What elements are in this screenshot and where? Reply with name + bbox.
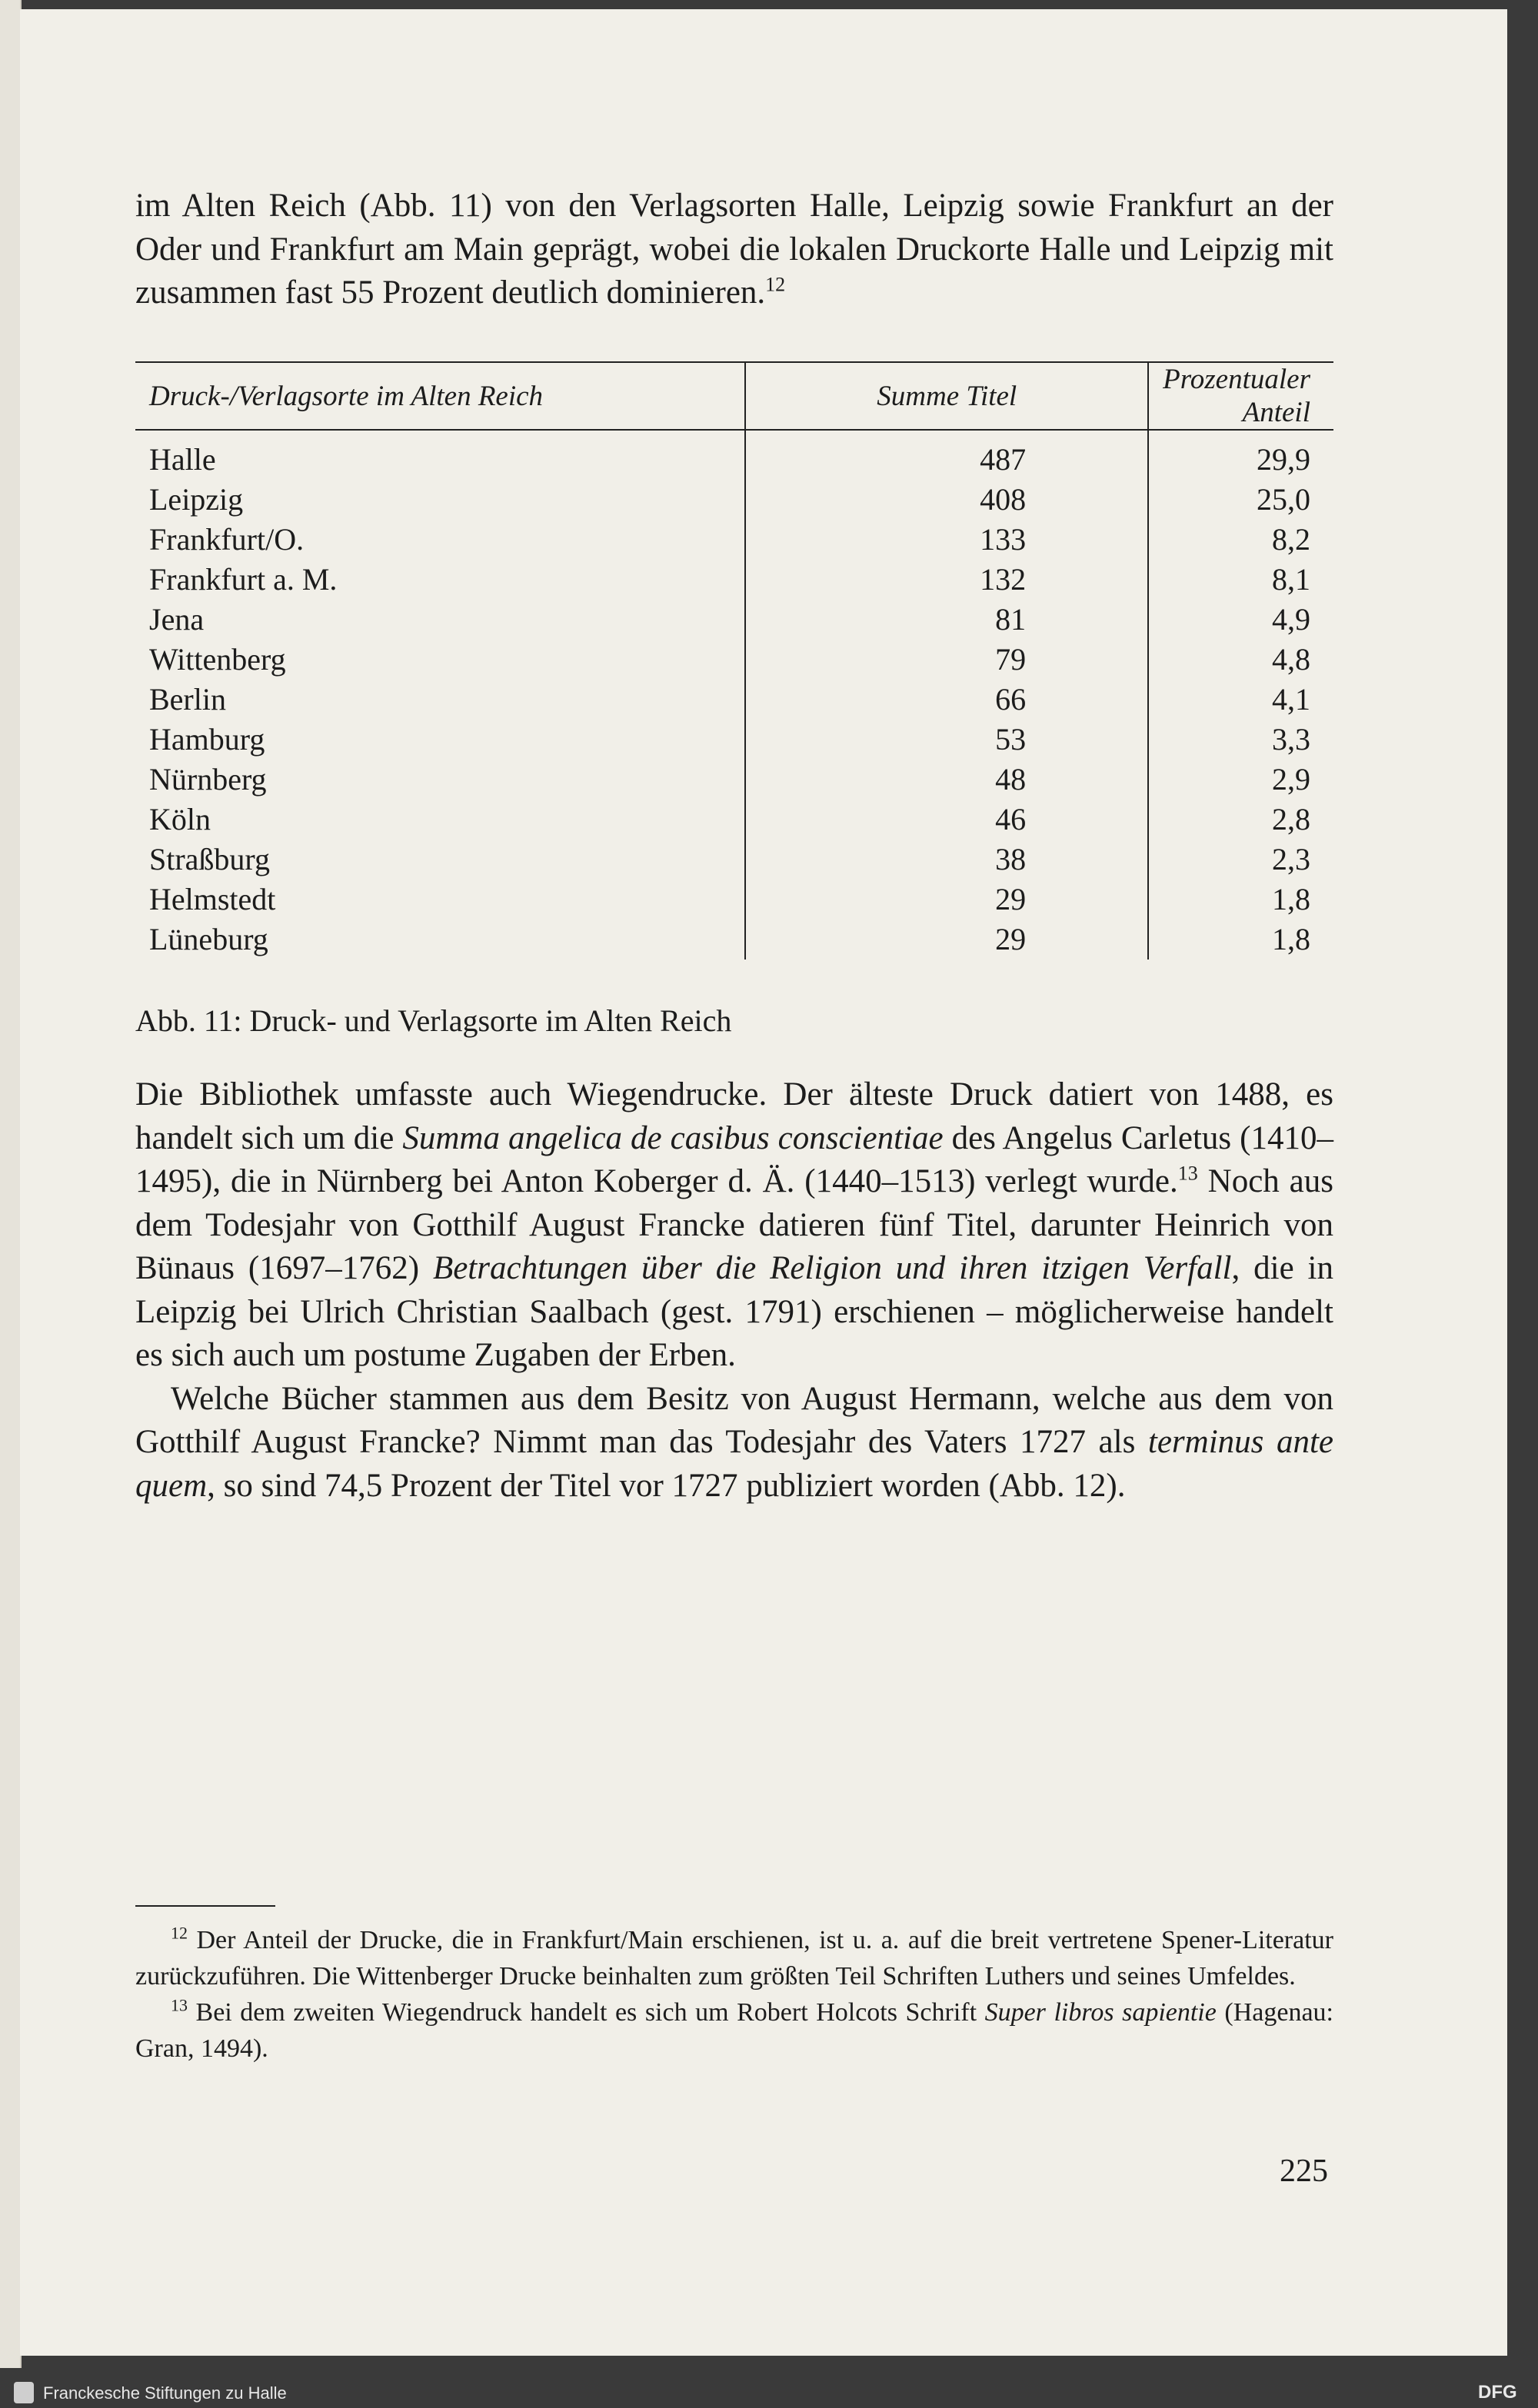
footer-dfg-logo: DFG (1478, 2382, 1517, 2403)
place-cell: Frankfurt a. M. (149, 562, 338, 597)
table-row (135, 600, 1333, 640)
sum-cell: 133 (745, 520, 1148, 560)
percent-cell: 1,8 (1148, 880, 1333, 920)
sum-cell: 48 (745, 760, 1148, 800)
percent-cell: 2,8 (1148, 800, 1333, 840)
table-row (135, 800, 1333, 840)
title-betrachtungen: Betrachtungen über die Religion und ihren itzigen Verfall (432, 1250, 1232, 1286)
table-row (135, 920, 1333, 960)
place-cell: Wittenberg (149, 642, 286, 677)
paragraph-bibliothek (135, 1073, 1333, 1378)
footnote-text: Der Anteil der Drucke, die in Frankfurt/Main erschienen, ist u. a. auf die breit vertretene Spener-Literatur zurückzuführen. Die Wittenberger Drucke beinhalten zum größten Teil Schriften Luthers und seines Umfeldes. (135, 1926, 1333, 1991)
term-terminus-ante-quem: terminus ante quem (135, 1424, 1333, 1504)
table-row (135, 560, 1333, 600)
percent-cell: 4,8 (1148, 640, 1333, 680)
place-cell: Hamburg (149, 722, 265, 757)
footnote-text: Bei dem zweiten Wiegendruck handelt es sich um Robert Holcots Schrift (188, 1998, 985, 2027)
table-row (135, 520, 1333, 560)
table-row (135, 720, 1333, 760)
title-summa-angelica: Summa angelica de casibus conscientiae (402, 1119, 944, 1156)
footnote-rule (135, 1905, 275, 1907)
text-run: , so sind 74,5 Prozent der Titel vor 1727 publiziert worden (Abb. 12). (207, 1467, 1126, 1504)
place-cell: Lüneburg (149, 922, 268, 956)
intro-text (135, 185, 1333, 315)
table-header-row (135, 362, 1333, 430)
book-spine (0, 0, 22, 2368)
place-cell: Halle (149, 442, 216, 477)
text-run: Welche Bücher stammen aus dem Besitz von August Hermann, welche aus dem von Gotthilf August Francke? Nimmt man das Todesjahr des Vaters 1727 als (135, 1380, 1333, 1460)
footnote-13 (135, 1994, 1333, 2067)
text-run: des Angelus Carletus (1410–1495), die in Nürnberg bei Anton Koberger d. Ä. (1440–1513) verlegt wurde. (135, 1119, 1333, 1199)
percent-cell: 25,0 (1148, 480, 1333, 520)
sum-cell: 132 (745, 560, 1148, 600)
printing-places-table (135, 361, 1333, 960)
place-cell: Köln (149, 802, 211, 836)
place-cell: Straßburg (149, 842, 271, 876)
intro-paragraph (135, 185, 1333, 315)
table-row (135, 640, 1333, 680)
header-places: Druck-/Verlagsorte im Alten Reich (135, 362, 745, 430)
sum-cell: 53 (745, 720, 1148, 760)
footnote-12 (135, 1922, 1333, 1994)
footnote-title: Super libros sapientie (984, 1998, 1217, 2027)
footnote-text: (Hagenau: Gran, 1494). (135, 1998, 1333, 2063)
footnote-ref-13: 13 (1177, 1162, 1198, 1185)
footnotes (135, 1922, 1333, 2067)
table-row (135, 880, 1333, 920)
place-cell: Jena (149, 602, 205, 637)
footnote-ref-12: 12 (765, 273, 786, 296)
place-cell: Nürnberg (149, 762, 267, 797)
sum-cell: 408 (745, 480, 1148, 520)
sum-cell: 66 (745, 680, 1148, 720)
table-row (135, 680, 1333, 720)
text-run: Noch aus dem Todesjahr von Gotthilf August Francke datieren fünf Titel, darunter Heinrich von Bünaus (1697–1762) (135, 1163, 1334, 1286)
institution-logo-icon (14, 2382, 34, 2403)
body-text (135, 1073, 1333, 1508)
sum-cell: 38 (745, 840, 1148, 880)
place-cell: Frankfurt/O. (149, 522, 305, 557)
percent-cell: 8,1 (1148, 560, 1333, 600)
percent-cell: 2,3 (1148, 840, 1333, 880)
sum-cell: 81 (745, 600, 1148, 640)
table-row (135, 430, 1333, 480)
footnote-number: 13 (171, 1995, 188, 2015)
sum-cell: 487 (745, 430, 1148, 480)
intro-sentence: im Alten Reich (Abb. 11) von den Verlagsorten Halle, Leipzig sowie Frankfurt an der Oder und Frankfurt am Main geprägt, wobei die lokalen Druckorte Halle und Leipzig mit zusammen fast 55 Prozent deutlich dominieren. (135, 188, 1333, 311)
sum-cell: 29 (745, 880, 1148, 920)
page-number: 225 (1280, 2154, 1328, 2189)
text-run: , die in Leipzig bei Ulrich Christian Saalbach (gest. 1791) erschienen – möglicherweise handelt es sich auch um postume Zugaben der Erben. (135, 1250, 1334, 1373)
table-caption: Abb. 11: Druck- und Verlagsorte im Alten Reich (135, 1003, 732, 1038)
place-cell: Helmstedt (149, 882, 276, 916)
table-row (135, 760, 1333, 800)
footer-institution: Franckesche Stiftungen zu Halle (43, 2383, 287, 2403)
percent-cell: 3,3 (1148, 720, 1333, 760)
place-cell: Leipzig (149, 482, 244, 517)
sum-cell: 79 (745, 640, 1148, 680)
table-row (135, 480, 1333, 520)
footnote-number: 12 (171, 1923, 188, 1943)
header-sum: Summe Titel (745, 362, 1148, 430)
percent-cell: 4,1 (1148, 680, 1333, 720)
sum-cell: 46 (745, 800, 1148, 840)
header-percent: Prozentualer Anteil (1148, 362, 1333, 430)
paragraph-welche (135, 1378, 1333, 1508)
place-cell: Berlin (149, 682, 226, 717)
sum-cell: 29 (745, 920, 1148, 960)
percent-cell: 2,9 (1148, 760, 1333, 800)
text-run: Die Bibliothek umfasste auch Wiegendrucke. Der älteste Druck datiert von 1488, es handelt sich um die (135, 1076, 1333, 1156)
percent-cell: 8,2 (1148, 520, 1333, 560)
percent-cell: 29,9 (1148, 430, 1333, 480)
percent-cell: 4,9 (1148, 600, 1333, 640)
percent-cell: 1,8 (1148, 920, 1333, 960)
table-row (135, 840, 1333, 880)
